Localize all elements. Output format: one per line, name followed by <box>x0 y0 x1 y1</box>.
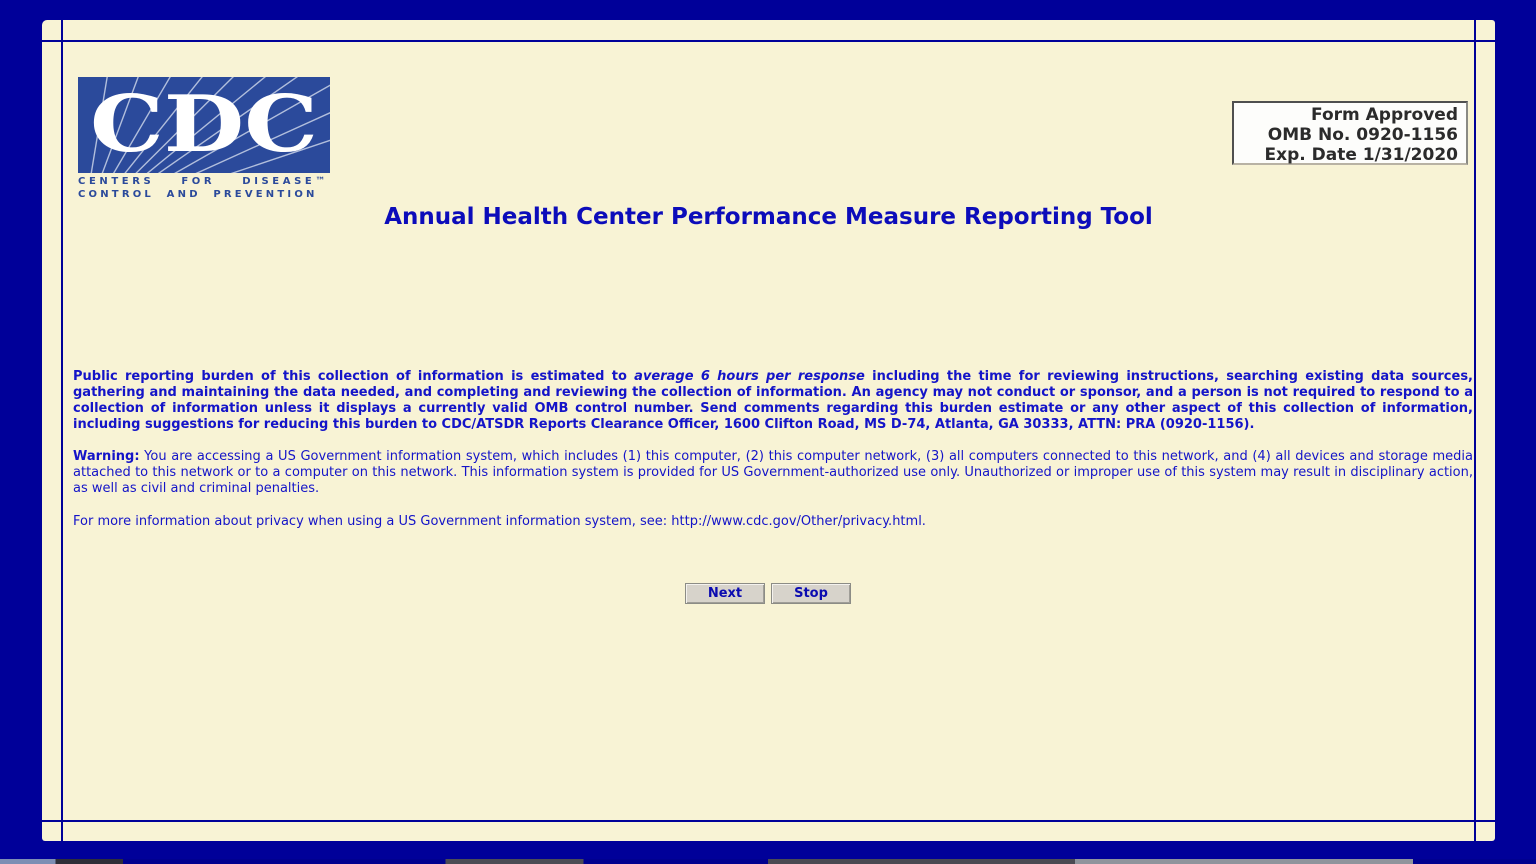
omb-approval-line1: Form Approved <box>1311 105 1458 125</box>
burden-statement-rest: including the time for reviewing instructions, searching existing data sources, gathering and maintaining the data needed, and completing and reviewing the collection of information. An agency may not conduct or sponsor, and a person is not required to respond to a collection of information unless it displays a currently valid OMB control number. Send comments regarding this burden estimate or any other aspect of this collection of information, including suggestions for reducing this burden to CDC/ATSDR Reports Clearance Officer, 1600 Clifton Road, MS D-74, Atlanta, GA 30333, ATTN: PRA (0920-1156). <box>73 369 1474 432</box>
cdc-logo-subtitle-line2: CONTROL AND PREVENTION <box>78 189 318 200</box>
burden-statement-emphasis: average 6 hours per response <box>634 369 865 384</box>
cdc-logo-subtitle-line1: CENTERS FOR DISEASE™ <box>78 176 329 187</box>
burden-statement <box>73 369 1473 433</box>
frame-divider-left <box>61 20 63 841</box>
cdc-logo <box>78 77 330 200</box>
omb-approval-line2: OMB No. 0920-1156 <box>1267 125 1458 145</box>
stop-button[interactable]: Stop <box>771 583 851 604</box>
omb-approval-line3: Exp. Date 1/31/2020 <box>1264 145 1458 165</box>
next-button[interactable]: Next <box>685 583 765 604</box>
burden-statement-lead: Public reporting burden of this collection of information is estimated to <box>73 369 635 384</box>
frame-divider-right <box>1474 20 1476 841</box>
svg-text:CDC: CDC <box>90 79 318 170</box>
page-title: Annual Health Center Performance Measure Reporting Tool <box>384 204 1153 230</box>
page-frame <box>42 20 1495 841</box>
warning-text: You are accessing a US Government information system, which includes (1) this computer, (2) this computer network, (3) all computers connected to this network, and (4) all devices and storage media attached to this network or to a computer on this network. This information system is provided for US Government-authorized use only. Unauthorized or improper use of this system may result in disciplinary action, as well as civil and criminal penalties. <box>73 449 1473 496</box>
taskbar-edge-strip <box>0 859 1536 864</box>
frame-divider-top <box>42 40 1495 42</box>
cdc-logo-icon <box>78 77 330 173</box>
omb-approval-box <box>1232 101 1468 165</box>
frame-divider-bottom <box>42 820 1495 822</box>
warning-statement <box>73 449 1473 497</box>
privacy-notice: For more information about privacy when using a US Government information system, see: http://www.cdc.gov/Other/privacy.html. <box>73 514 926 529</box>
warning-label: Warning: <box>73 449 140 464</box>
